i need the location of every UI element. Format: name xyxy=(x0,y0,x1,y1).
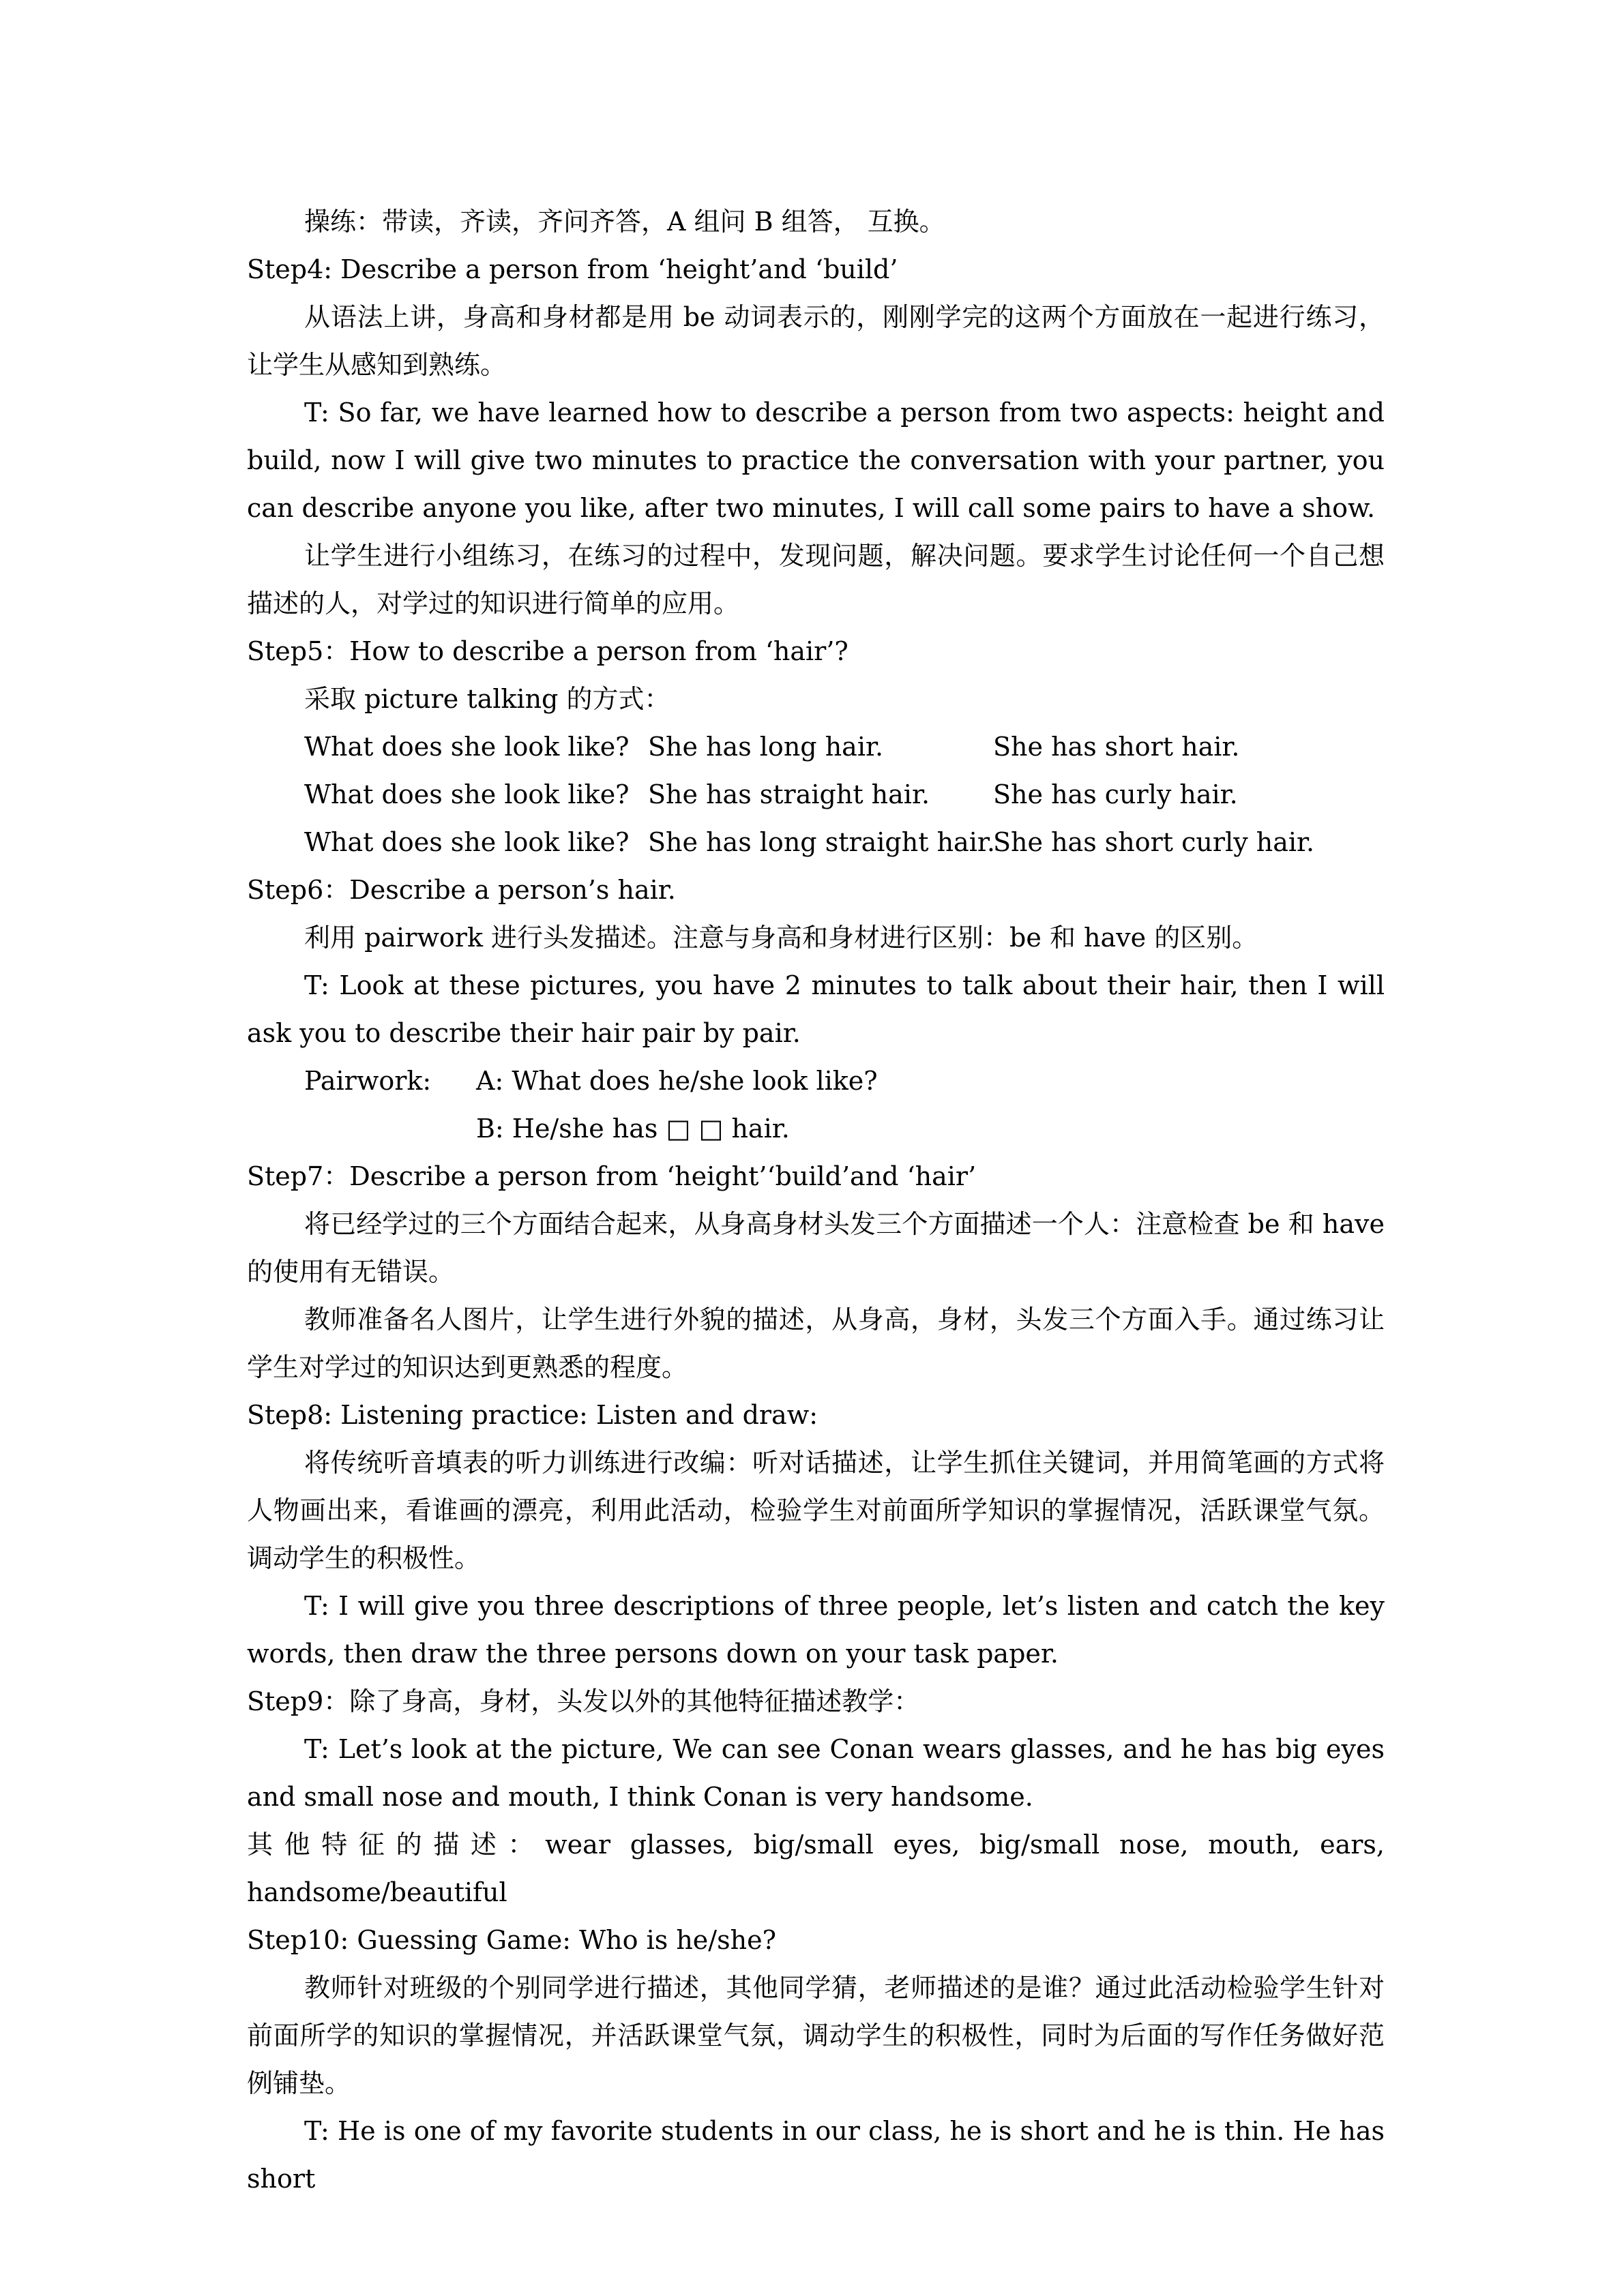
question-cell: What does she look like? xyxy=(304,779,630,809)
step6-pairwork-note: 利用 pairwork 进行头发描述。注意与身高和身材进行区别：be 和 have 的区别。 xyxy=(304,923,1258,953)
question-cell: What does she look like? xyxy=(304,827,630,857)
question-cell: What does she look like? xyxy=(304,732,630,762)
step7-heading: Step7：Describe a person from ‘height’‘build’and ‘hair’ xyxy=(247,1161,977,1191)
pairwork-question: A: What does he/she look like? xyxy=(476,1066,878,1096)
answer-cell: She has short curly hair. xyxy=(993,827,1315,857)
answer-cell: She has curly hair. xyxy=(993,779,1238,809)
step8-heading: Step8: Listening practice: Listen and draw: xyxy=(247,1400,818,1430)
step6-heading: Step6：Describe a person’s hair. xyxy=(247,875,676,905)
step9-heading: Step9：除了身高，身材，头发以外的其他特征描述教学： xyxy=(247,1686,920,1716)
answer-cell: She has short hair. xyxy=(993,732,1240,762)
step5-method: 采取 picture talking 的方式： xyxy=(304,684,670,714)
document-body xyxy=(247,198,1385,2203)
step9-teacher-talk: T: Let’s look at the picture, We can see Conan wears glasses, and he has big eyes and small nose and mouth, I think Conan is very handsome. xyxy=(247,1734,1385,1812)
step8-teacher-talk: T: I will give you three descriptions of three people, let’s listen and catch the key words, then draw the three persons down on your task paper. xyxy=(247,1591,1385,1669)
step6-teacher-talk: T: Look at these pictures, you have 2 minutes to talk about their hair, then I will ask you to describe their hair pair by pair. xyxy=(247,970,1385,1048)
table-row xyxy=(247,723,1385,771)
step10-teacher-talk: T: He is one of my favorite students in our class, he is short and he is thin. He has short xyxy=(247,2116,1385,2194)
step4-heading: Step4: Describe a person from ‘height’and ‘build’ xyxy=(247,254,898,284)
pairwork-answer: B: He/she has □ □ hair. xyxy=(476,1114,790,1144)
pairwork-label: Pairwork: xyxy=(304,1066,432,1096)
step8-listening-note: 将传统听音填表的听力训练进行改编：听对话描述，让学生抓住关键词，并用简笔画的方式将人物画出来，看谁画的漂亮，利用此活动，检验学生对前面所学知识的掌握情况，活跃课堂气氛。调动学生的积极性。 xyxy=(247,1448,1385,1573)
step4-teacher-talk: T: So far, we have learned how to describe a person from two aspects: height and build, now I will give two minutes to practice the conversation with your partner, you can describe anyone you like, after two minutes, I will call some pairs to have a show. xyxy=(247,398,1385,523)
pairwork-line-a xyxy=(247,1057,1385,1105)
table-row xyxy=(247,818,1385,866)
step9-other-features: 其他特征的描述：wear glasses, big/small eyes, big/small nose, mouth, ears, handsome/beautiful xyxy=(247,1830,1385,1907)
step4-group-practice: 让学生进行小组练习，在练习的过程中，发现问题，解决问题。要求学生讨论任何一个自己想描述的人，对学过的知识进行简单的应用。 xyxy=(247,541,1385,618)
answer-cell: She has long straight hair. xyxy=(648,827,995,857)
step10-game-note: 教师针对班级的个别同学进行描述，其他同学猜，老师描述的是谁？通过此活动检验学生针对前面所学的知识的掌握情况，并活跃课堂气氛，调动学生的积极性，同时为后面的写作任务做好范例铺垫。 xyxy=(247,1973,1385,2098)
table-row xyxy=(247,771,1385,818)
step4-grammar-note: 从语法上讲，身高和身材都是用 be 动词表示的，刚刚学完的这两个方面放在一起进行练习，让学生从感知到熟练。 xyxy=(247,302,1385,380)
step10-heading: Step10: Guessing Game: Who is he/she? xyxy=(247,1925,776,1955)
answer-cell: She has long hair. xyxy=(648,732,884,762)
hair-sentence-table xyxy=(247,723,1385,866)
drill-paragraph: 操练：带读，齐读，齐问齐答，A 组问 B 组答， 互换。 xyxy=(304,207,945,237)
step5-heading: Step5：How to describe a person from ‘hair’? xyxy=(247,636,848,666)
answer-cell: She has straight hair. xyxy=(648,779,930,809)
step7-celebrity-note: 教师准备名人图片，让学生进行外貌的描述，从身高，身材，头发三个方面入手。通过练习让学生对学过的知识达到更熟悉的程度。 xyxy=(247,1304,1385,1382)
step7-combine-note: 将已经学过的三个方面结合起来，从身高身材头发三个方面描述一个人：注意检查 be 和 have 的使用有无错误。 xyxy=(247,1209,1385,1287)
